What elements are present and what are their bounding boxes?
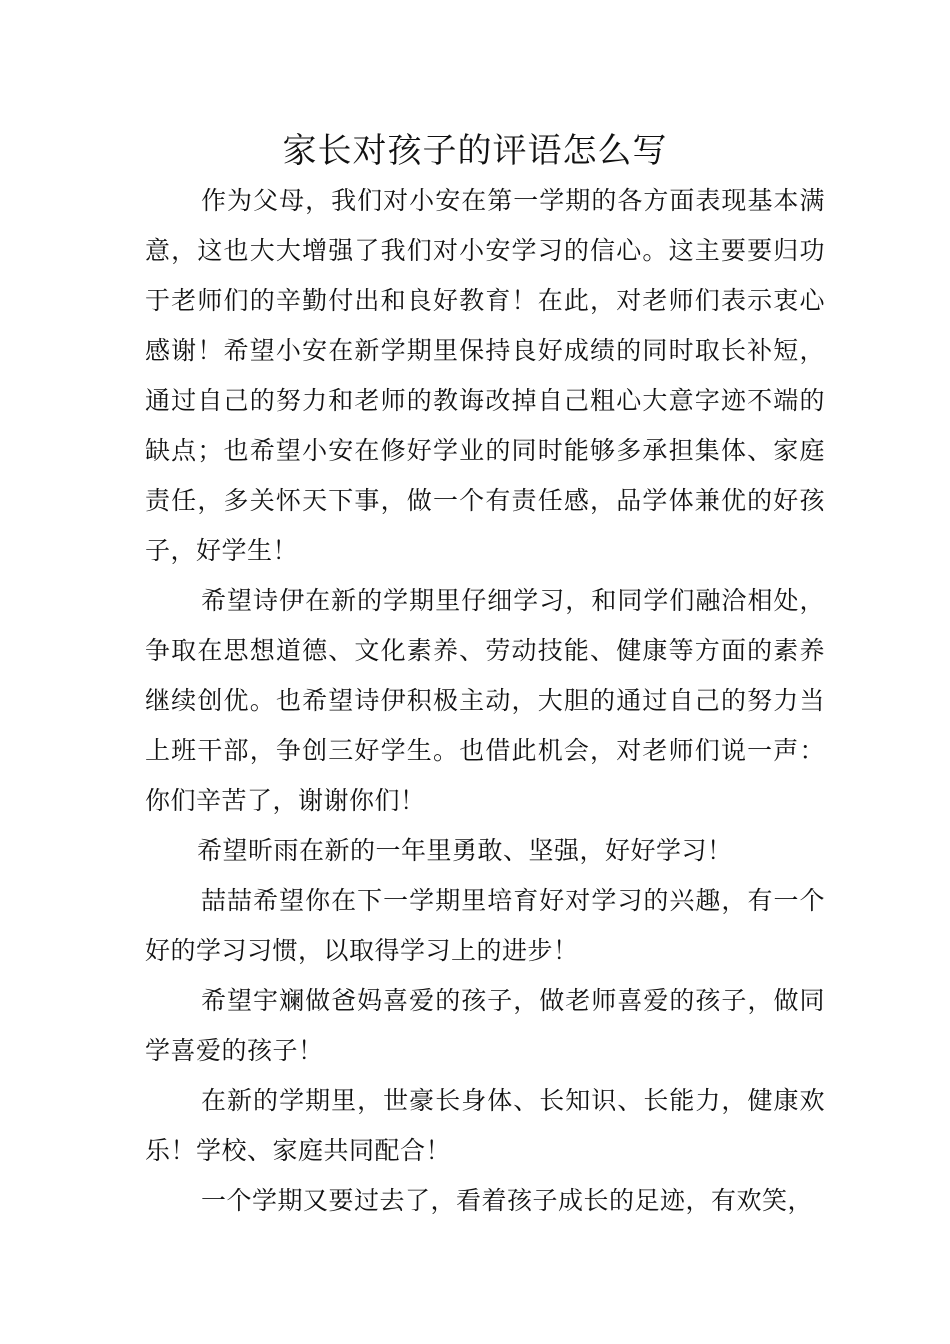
paragraph-1: 作为父母，我们对小安在第一学期的各方面表现基本满意，这也大大增强了我们对小安学习的信心。这主要要归功于老师们的辛勤付出和良好教育！在此，对老师们表示衷心感谢！希望小安在新学期里保持良好成绩的同时取长补短，通过自己的努力和老师的教诲改掉自己粗心大意字迹不端的缺点；也希望小安在修好学业的同时能够多承担集体、家庭责任，多关怀天下事，做一个有责任感，品学体兼优的好孩子，好学生！ [145, 186, 825, 565]
paragraph-3: 希望昕雨在新的一年里勇敢、坚强，好好学习！ [197, 836, 733, 865]
paragraph-6: 在新的学期里，世豪长身体、长知识、长能力，健康欢乐！学校、家庭共同配合！ [145, 1086, 825, 1165]
paragraph-4: 喆喆希望你在下一学期里培育好对学习的兴趣，有一个好的学习习惯，以取得学习上的进步！ [145, 886, 825, 965]
document-body [145, 176, 825, 1226]
paragraph-7: 一个学期又要过去了，看着孩子成长的足迹，有欢笑， [201, 1186, 814, 1215]
paragraph-2: 希望诗伊在新的学期里仔细学习，和同学们融洽相处，争取在思想道德、文化素养、劳动技能、健康等方面的素养继续创优。也希望诗伊积极主动，大胆的通过自己的努力当上班干部，争创三好学生。也借此机会，对老师们说一声：你们辛苦了，谢谢你们！ [145, 586, 825, 815]
paragraph-5: 希望宇斓做爸妈喜爱的孩子，做老师喜爱的孩子，做同学喜爱的孩子！ [145, 986, 825, 1065]
document-title: 家长对孩子的评语怎么写 [282, 131, 668, 171]
